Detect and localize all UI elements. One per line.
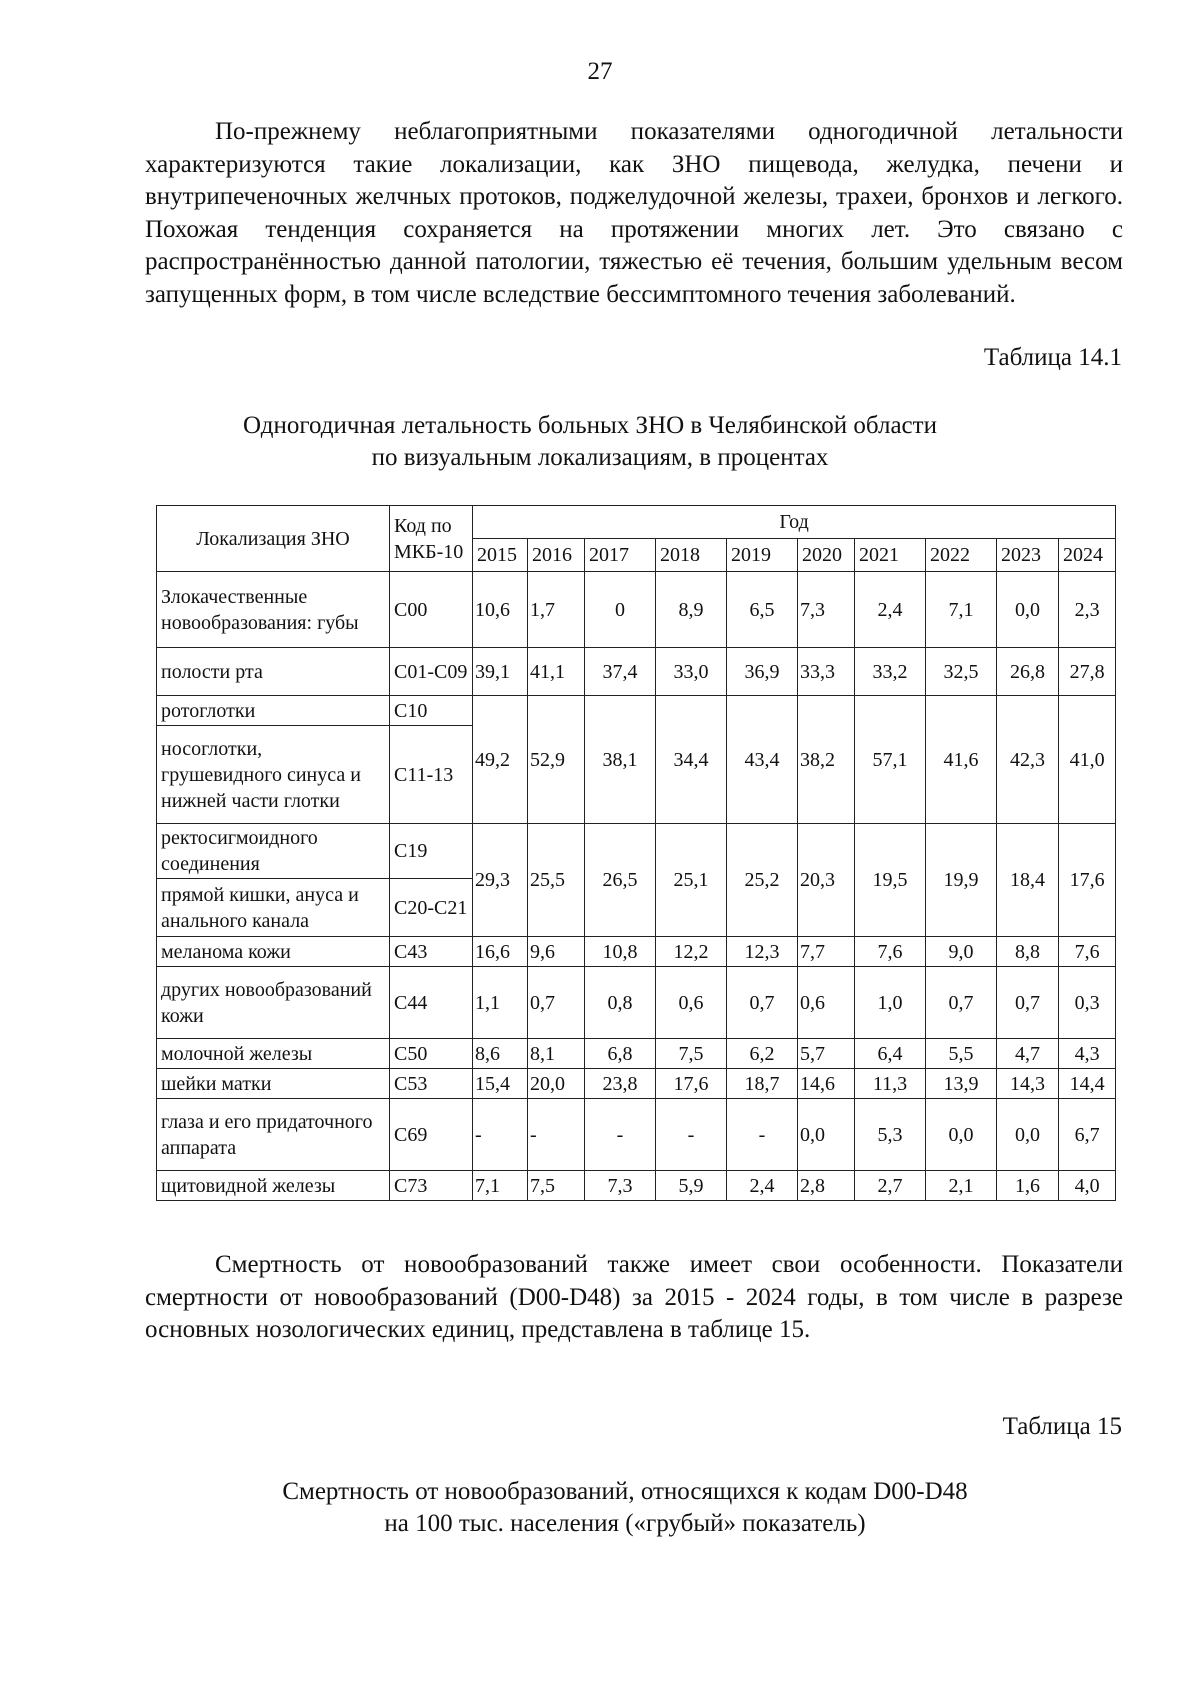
row-localization: меланома кожи	[157, 937, 390, 967]
table-cell: 1,6	[997, 1171, 1059, 1201]
table-cell: 37,4	[585, 648, 656, 696]
table-14-1-title-line2: по визуальным локализациям, в процентах	[371, 444, 829, 471]
table-cell: 0,6	[798, 967, 855, 1039]
table-cell: 5,7	[798, 1039, 855, 1069]
table-cell: 12,3	[727, 937, 798, 967]
table-row	[157, 572, 1116, 648]
table-row	[157, 824, 1116, 879]
table-cell: 10,8	[585, 937, 656, 967]
table-cell: 41,6	[926, 696, 997, 824]
table-cell: 7,3	[585, 1171, 656, 1201]
row-code: C44	[390, 967, 473, 1039]
table-cell: 7,5	[528, 1171, 585, 1201]
table-cell: 8,6	[473, 1039, 528, 1069]
year-header: 2015	[473, 539, 528, 572]
table-cell: 26,5	[585, 824, 656, 937]
header-year: Год	[473, 506, 1116, 539]
table-row	[157, 967, 1116, 1039]
table-cell: 7,3	[798, 572, 855, 648]
table-cell: 6,8	[585, 1039, 656, 1069]
table-row	[157, 1039, 1116, 1069]
table-cell: 9,6	[528, 937, 585, 967]
table-cell: 18,4	[997, 824, 1059, 937]
row-code: C01-C09	[390, 648, 473, 696]
year-header: 2020	[798, 539, 855, 572]
table-cell: 4,7	[997, 1039, 1059, 1069]
table-cell: 20,3	[798, 824, 855, 937]
table-14-1-label: Таблица 14.1	[983, 344, 1122, 371]
table-row	[157, 937, 1116, 967]
table-cell: 0,0	[997, 1099, 1059, 1171]
table-cell: 7,7	[798, 937, 855, 967]
table-cell: 4,3	[1059, 1039, 1116, 1069]
table-cell: 23,8	[585, 1069, 656, 1099]
row-localization: ректосигмоидного соединения	[157, 824, 390, 879]
table-cell: 25,5	[528, 824, 585, 937]
paragraph-mortality: Смертность от новообразований также имеет свои особенности. Показатели смертности от новообразований (D00-D48) за 2015 - 2024 годы, в том числе в разрезе основных нозологических единиц, представлена в таблице 15.	[145, 1251, 1123, 1343]
table-cell: -	[656, 1099, 727, 1171]
table-cell: 0,8	[585, 967, 656, 1039]
row-code: C19	[390, 824, 473, 879]
table-cell: 36,9	[727, 648, 798, 696]
row-localization: прямой кишки, ануса и анального канала	[157, 879, 390, 937]
table-cell: 17,6	[1059, 824, 1116, 937]
row-code: C11-13	[390, 726, 473, 824]
row-code: C00	[390, 572, 473, 648]
table-cell: 7,6	[855, 937, 926, 967]
table-15-label: Таблица 15	[1002, 1413, 1122, 1440]
table-cell: 2,7	[855, 1171, 926, 1201]
table-cell: 19,5	[855, 824, 926, 937]
header-code: Код по МКБ-10	[390, 506, 473, 572]
table-cell: 0,0	[997, 572, 1059, 648]
table-cell: 0,3	[1059, 967, 1116, 1039]
table-cell: 33,0	[656, 648, 727, 696]
row-localization: полости рта	[157, 648, 390, 696]
year-header: 2023	[997, 539, 1059, 572]
table-cell: 1,0	[855, 967, 926, 1039]
table-cell: 11,3	[855, 1069, 926, 1099]
table-cell: 49,2	[473, 696, 528, 824]
table-cell: 16,6	[473, 937, 528, 967]
year-header: 2022	[926, 539, 997, 572]
table-cell: 0,0	[926, 1099, 997, 1171]
table-cell: 14,3	[997, 1069, 1059, 1099]
table-cell: 2,1	[926, 1171, 997, 1201]
table-cell: 6,2	[727, 1039, 798, 1069]
table-cell: 41,0	[1059, 696, 1116, 824]
table-cell: 2,3	[1059, 572, 1116, 648]
table-14-1-title	[0, 410, 1190, 474]
table-cell: 7,1	[473, 1171, 528, 1201]
table-cell: 2,4	[855, 572, 926, 648]
table-row	[157, 1069, 1116, 1099]
table-cell: 12,2	[656, 937, 727, 967]
row-code: C53	[390, 1069, 473, 1099]
table-cell: 10,6	[473, 572, 528, 648]
table-cell: 42,3	[997, 696, 1059, 824]
table-15-title-line1: Смертность от новообразований, относящихся к кодам D00-D48	[282, 1478, 968, 1505]
row-localization: других новообразований кожи	[157, 967, 390, 1039]
table-cell: 0,6	[656, 967, 727, 1039]
table-cell: 18,7	[727, 1069, 798, 1099]
table-cell: 19,9	[926, 824, 997, 937]
row-code: C73	[390, 1171, 473, 1201]
row-code: C43	[390, 937, 473, 967]
row-code: C69	[390, 1099, 473, 1171]
table-cell: 2,4	[727, 1171, 798, 1201]
table-cell: 20,0	[528, 1069, 585, 1099]
table-cell: 26,8	[997, 648, 1059, 696]
table-cell: 6,4	[855, 1039, 926, 1069]
table-cell: 32,5	[926, 648, 997, 696]
year-header: 2024	[1059, 539, 1116, 572]
year-header: 2018	[656, 539, 727, 572]
table-cell: 9,0	[926, 937, 997, 967]
table-cell: 7,1	[926, 572, 997, 648]
table-cell: 29,3	[473, 824, 528, 937]
table-cell: 34,4	[656, 696, 727, 824]
row-localization: носоглотки, грушевидного синуса и нижней части глотки	[157, 726, 390, 824]
table-cell: 25,2	[727, 824, 798, 937]
table-15-title	[25, 1476, 1200, 1540]
lethality-table	[156, 505, 1116, 1201]
table-cell: 0,7	[926, 967, 997, 1039]
table-cell: 39,1	[473, 648, 528, 696]
table-cell: -	[727, 1099, 798, 1171]
row-code: C10	[390, 696, 473, 726]
table-cell: 41,1	[528, 648, 585, 696]
table-cell: 1,1	[473, 967, 528, 1039]
table-row	[157, 696, 1116, 726]
table-cell: 17,6	[656, 1069, 727, 1099]
table-cell: 33,2	[855, 648, 926, 696]
table-cell: 7,5	[656, 1039, 727, 1069]
row-code: C50	[390, 1039, 473, 1069]
table-row	[157, 1099, 1116, 1171]
table-cell: 33,3	[798, 648, 855, 696]
table-cell: -	[585, 1099, 656, 1171]
page-number: 27	[587, 58, 613, 85]
table-cell: 25,1	[656, 824, 727, 937]
row-localization: молочной железы	[157, 1039, 390, 1069]
row-code: C20-C21	[390, 879, 473, 937]
year-header: 2019	[727, 539, 798, 572]
table-cell: 0,7	[528, 967, 585, 1039]
table-cell: 14,6	[798, 1069, 855, 1099]
paragraph-lethality: По-прежнему неблагоприятными показателями одногодичной летальности характеризуются такие локализации, как ЗНО пищевода, желудка, печени и внутрипеченочных желчных протоков, поджелудочной железы, трахеи, бронхов и легкого. Похожая тенденция сохраняется на протяжении многих лет. Это связано с распространённостью данной патологии, тяжестью её течения, большим удельным весом запущенных форм, в том числе вследствие бессимптомного течения заболеваний.	[145, 118, 1123, 308]
row-localization: Злокачественные новообразования: губы	[157, 572, 390, 648]
table-cell: 5,9	[656, 1171, 727, 1201]
table-cell: 5,5	[926, 1039, 997, 1069]
table-row	[157, 1171, 1116, 1201]
table-row	[157, 648, 1116, 696]
table-body	[157, 572, 1116, 1201]
table-cell: 38,2	[798, 696, 855, 824]
table-cell: 52,9	[528, 696, 585, 824]
table-cell: 0	[585, 572, 656, 648]
table-cell: 8,9	[656, 572, 727, 648]
table-14-1-title-line1: Одногодичная летальность больных ЗНО в Челябинской области	[243, 412, 937, 439]
table-cell: 14,4	[1059, 1069, 1116, 1099]
table-cell: 57,1	[855, 696, 926, 824]
table-cell: 27,8	[1059, 648, 1116, 696]
year-header: 2021	[855, 539, 926, 572]
table-cell: 5,3	[855, 1099, 926, 1171]
table-cell: 15,4	[473, 1069, 528, 1099]
table-cell: 7,6	[1059, 937, 1116, 967]
table-cell: 8,1	[528, 1039, 585, 1069]
table-cell: -	[473, 1099, 528, 1171]
table-cell: 13,9	[926, 1069, 997, 1099]
table-cell: 2,8	[798, 1171, 855, 1201]
row-localization: щитовидной железы	[157, 1171, 390, 1201]
table-cell: 0,0	[798, 1099, 855, 1171]
table-cell: 43,4	[727, 696, 798, 824]
table-cell: 4,0	[1059, 1171, 1116, 1201]
table-cell: -	[528, 1099, 585, 1171]
row-localization: глаза и его придаточного аппарата	[157, 1099, 390, 1171]
table-cell: 8,8	[997, 937, 1059, 967]
table-cell: 0,7	[727, 967, 798, 1039]
row-localization: шейки матки	[157, 1069, 390, 1099]
year-header: 2016	[528, 539, 585, 572]
year-header: 2017	[585, 539, 656, 572]
table-15-title-line2: на 100 тыс. населения («грубый» показатель)	[384, 1510, 866, 1537]
header-localization: Локализация ЗНО	[157, 506, 390, 572]
table-cell: 0,7	[997, 967, 1059, 1039]
row-localization: ротоглотки	[157, 696, 390, 726]
table-cell: 1,7	[528, 572, 585, 648]
table-cell: 6,7	[1059, 1099, 1116, 1171]
table-cell: 38,1	[585, 696, 656, 824]
table-cell: 6,5	[727, 572, 798, 648]
